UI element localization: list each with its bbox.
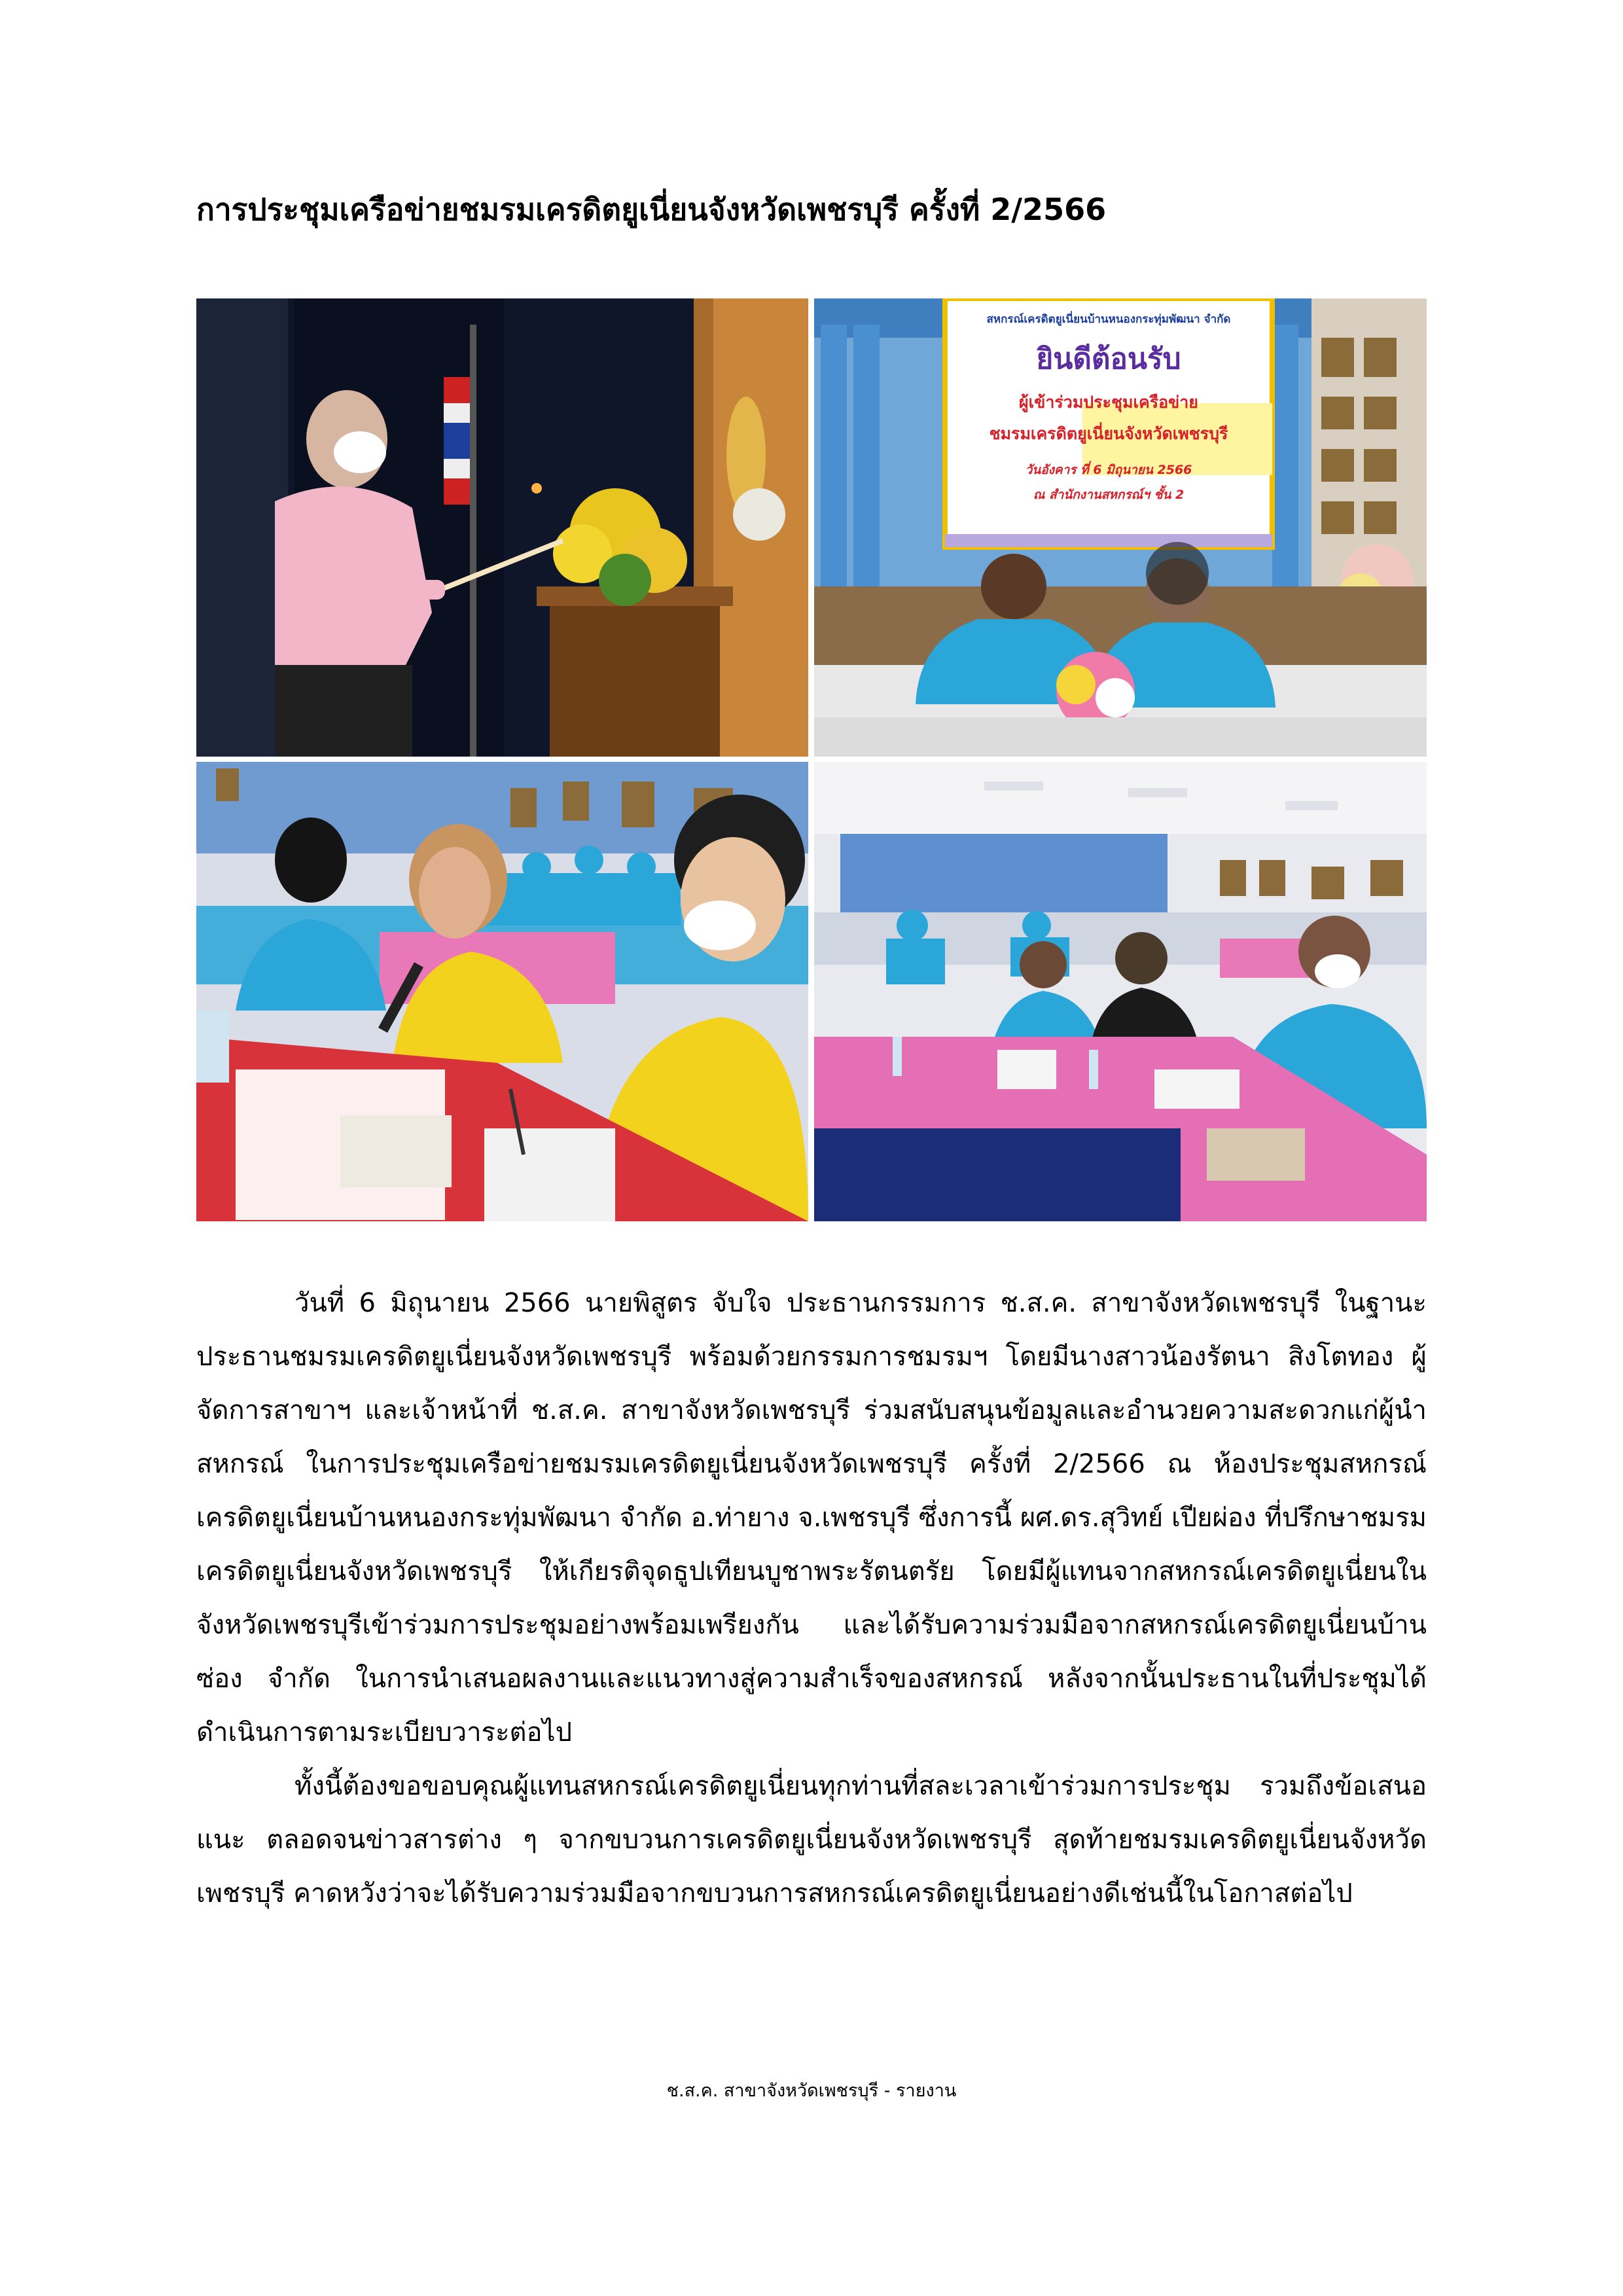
photo-attendees-microphone [196, 762, 808, 1221]
banner-text [945, 298, 1272, 547]
banner-line1: ผู้เข้าร่วมประชุมเครือข่าย [1019, 393, 1198, 412]
photo-collage [196, 298, 1427, 1221]
banner-welcome: ยินดีต้อนรับ [1036, 342, 1181, 376]
photo-welcome-banner [814, 298, 1427, 757]
document-title: การประชุมเครือข่ายชมรมเครดิตยูเนี่ยนจังหวัดเพชรบุรี ครั้งที่ 2/2566 [196, 192, 1107, 227]
paragraph-2: ทั้งนี้ต้องขอขอบคุณผู้แทนสหกรณ์เครดิตยูเนี่ยนทุกท่านที่สละเวลาเข้าร่วมการประชุม รวมถึงข้อเสนอแนะ ตลอดจนข่าวสารต่าง ๆ จากขบวนการเครดิตยูเนี่ยนจังหวัดเพชรบุรี สุดท้ายชมรมเครดิตยูเนี่ยนจังหวัดเพชรบุรี คาดหวังว่าจะได้รับความร่วมมือจากขบวนการสหกรณ์เครดิตยูเนี่ยนอย่างดีเช่นนี้ในโอกาสต่อไป [196, 1771, 1427, 1909]
paragraph-1: วันที่ 6 มิถุนายน 2566 นายพิสูตร จับใจ ประธานกรรมการ ช.ส.ค. สาขาจังหวัดเพชรบุรี ในฐานะประธานชมรมเครดิตยูเนี่ยนจังหวัดเพชรบุรี พร้อมด้วยกรรมการชมรมฯ โดยมีนางสาวน้องรัตนา สิงโตทอง ผู้จัดการสาขาฯ และเจ้าหน้าที่ ช.ส.ค. สาขาจังหวัดเพชรบุรี ร่วมสนับสนุนข้อมูลและอำนวยความสะดวกแก่ผู้นำสหกรณ์ ในการประชุมเครือข่ายชมรมเครดิตยูเนี่ยนจังหวัดเพชรบุรี ครั้งที่ 2/2566 ณ ห้องประชุมสหกรณ์เครดิตยูเนี่ยนบ้านหนองกระทุ่มพัฒนา จำกัด อ.ท่ายาง จ.เพชรบุรี ซึ่งการนี้ ผศ.ดร.สุวิทย์ เปียผ่อง ที่ปรึกษาชมรมเครดิตยูเนี่ยนจังหวัดเพชรบุรี ให้เกียรติจุดธูปเทียนบูชาพระรัตนตรัย โดยมีผู้แทนจากสหกรณ์เครดิตยูเนี่ยนในจังหวัดเพชรบุรีเข้าร่วมการประชุมอย่างพร้อมเพรียงกัน และได้รับความร่วมมือจากสหกรณ์เครดิตยูเนี่ยนบ้านซ่อง จำกัด ในการนำเสนอผลงานและแนวทางสู่ความสำเร็จของสหกรณ์ หลังจากนั้นประธานในที่ประชุมได้ดำเนินการตามระเบียบวาระต่อไป [196, 1288, 1427, 1748]
article-body [196, 1276, 1427, 1920]
report-footer: ช.ส.ค. สาขาจังหวัดเพชรบุรี - รายงาน [666, 2081, 957, 2101]
banner-place: ณ สำนักงานสหกรณ์ฯ ชั้น 2 [1033, 488, 1185, 502]
banner-org: สหกรณ์เครดิตยูเนี่ยนบ้านหนองกระทุ่มพัฒนา จำกัด [986, 313, 1231, 326]
banner-line2: ชมรมเครดิตยูเนี่ยนจังหวัดเพชรบุรี [989, 424, 1228, 443]
banner-date: วันอังคาร ที่ 6 มิถุนายน 2566 [1025, 463, 1192, 477]
photo-meeting-room [814, 762, 1427, 1221]
photo-candle-lighting [196, 298, 808, 757]
